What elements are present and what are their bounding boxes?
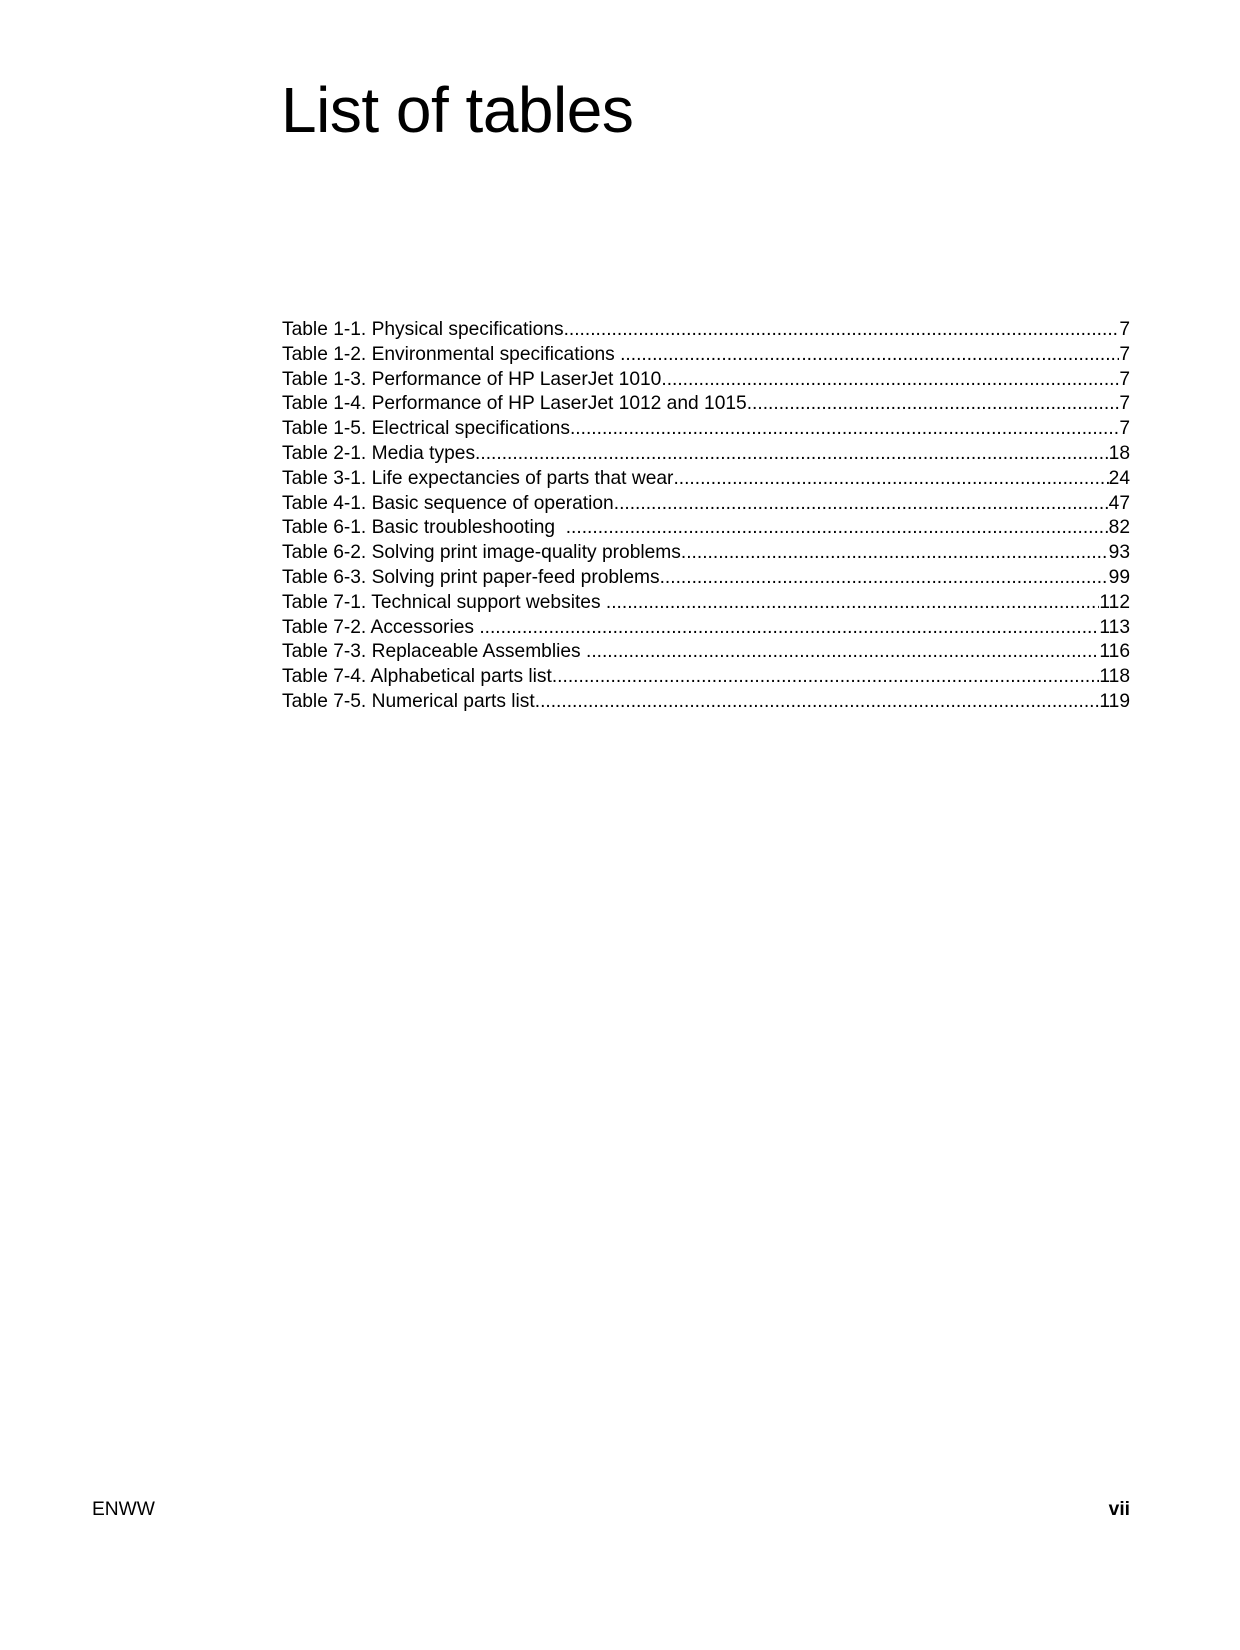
toc-entry[interactable] [282,591,1130,616]
toc-entry-label: Table 3-1. Life expectancies of parts that wear [282,467,674,489]
toc-page-number: 119 [1099,690,1130,712]
toc-entry-label: Table 6-3. Solving print paper-feed problems [282,566,660,588]
footer-page-number: vii [1108,1499,1130,1520]
toc-entry[interactable] [282,442,1130,467]
toc-dot-leader [620,343,1119,368]
footer-document-code: ENWW [92,1499,155,1520]
toc-entry[interactable] [282,690,1130,715]
toc-dot-leader [660,566,1109,591]
toc-entry-label: Table 1-3. Performance of HP LaserJet 1010 [282,368,662,390]
toc-page-number: 7 [1119,368,1130,390]
page-title: List of tables [281,74,634,146]
toc-page-number: 93 [1108,542,1130,564]
toc-entry[interactable] [282,318,1130,343]
toc-dot-leader [661,368,1119,393]
toc-entry[interactable] [282,640,1130,665]
toc-page-number: 99 [1108,566,1130,588]
toc-dot-leader [606,591,1100,616]
toc-page-number: 7 [1119,418,1130,440]
toc-page-number: 116 [1099,641,1130,663]
toc-entry-label: Table 1-1. Physical specifications [282,319,564,340]
toc-dot-leader [552,665,1100,690]
toc-dot-leader [535,690,1100,715]
toc-dot-leader [673,467,1108,492]
toc-dot-leader [479,616,1099,641]
toc-entry-label: Table 1-4. Performance of HP LaserJet 1012 and 1015 [282,393,747,415]
toc-entry[interactable] [282,492,1130,517]
toc-page-number: 82 [1108,517,1130,539]
toc-entry-label: Table 7-2. Accessories [282,616,480,638]
toc-page-number: 7 [1119,393,1130,415]
toc-entry[interactable] [282,417,1130,442]
toc-page-number: 18 [1108,442,1130,464]
toc-entry[interactable] [282,392,1130,417]
toc-page-number: 7 [1119,319,1130,340]
toc-dot-leader [566,516,1109,541]
toc-entry-label: Table 1-2. Environmental specifications [282,343,621,365]
toc-dot-leader [681,541,1109,566]
toc-entry[interactable] [282,566,1130,591]
toc-entry-label: Table 6-1. Basic troubleshooting [282,517,566,539]
toc-page-number: 118 [1099,666,1130,688]
toc-entry-label: Table 1-5. Electrical specifications [282,418,570,440]
toc-entry[interactable] [282,616,1130,641]
toc-dot-leader [586,640,1099,665]
toc-page-number: 7 [1119,343,1130,365]
table-of-contents [282,318,1130,715]
toc-entry[interactable] [282,665,1130,690]
toc-page-number: 112 [1099,591,1130,613]
toc-entry-label: Table 7-5. Numerical parts list [282,690,535,712]
toc-entry-label: Table 7-3. Replaceable Assemblies [282,641,586,663]
toc-entry[interactable] [282,516,1130,541]
toc-entry-label: Table 7-1. Technical support websites [282,591,606,613]
toc-entry[interactable] [282,368,1130,393]
toc-entry[interactable] [282,541,1130,566]
toc-dot-leader [614,492,1109,517]
toc-entry[interactable] [282,343,1130,368]
toc-entry-label: Table 2-1. Media types [282,442,476,464]
toc-dot-leader [475,442,1109,467]
toc-page-number: 47 [1108,492,1130,514]
toc-dot-leader [570,417,1119,442]
toc-dot-leader [747,392,1120,417]
toc-entry-label: Table 4-1. Basic sequence of operation [282,492,614,514]
toc-dot-leader [564,318,1120,343]
toc-entry-label: Table 7-4. Alphabetical parts list [282,666,552,688]
toc-page-number: 113 [1099,616,1130,638]
toc-page-number: 24 [1108,467,1130,489]
toc-entry[interactable] [282,467,1130,492]
toc-entry-label: Table 6-2. Solving print image-quality problems [282,542,681,564]
